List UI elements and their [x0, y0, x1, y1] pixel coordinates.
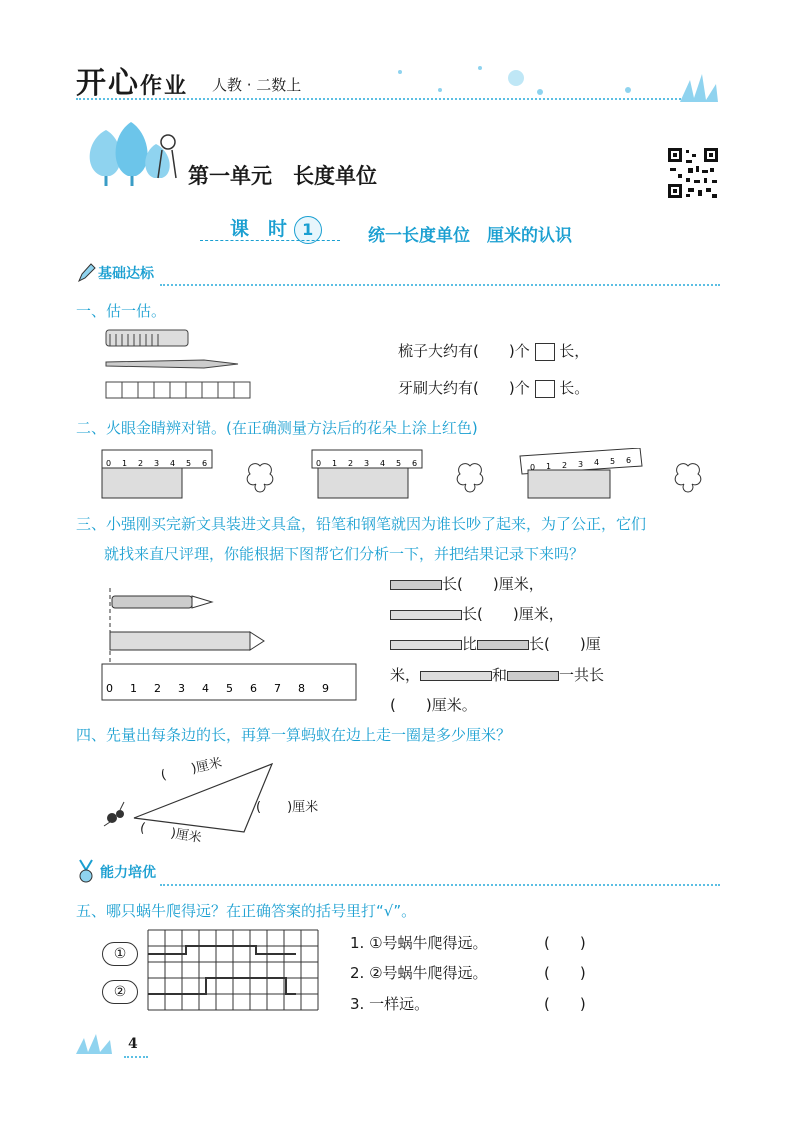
q5-option-1: 1. ①号蜗牛爬得远。: [350, 934, 488, 952]
q1-line-1: 梳子大约有( )个 长，: [398, 342, 590, 360]
svg-text:6: 6: [250, 682, 257, 695]
cube-icon: [535, 380, 555, 398]
medal-icon: [76, 858, 98, 884]
cube-icon: [535, 343, 555, 361]
lesson-badge: 课 时 1: [230, 214, 322, 244]
svg-text:1: 1: [130, 682, 137, 695]
pencil-icon: [76, 262, 96, 284]
q4-label-bottom: ( )厘米: [138, 820, 203, 847]
q3-answer-1: 长( )厘米，: [390, 573, 544, 594]
pen-icon: [390, 580, 442, 590]
svg-text:3: 3: [154, 459, 160, 468]
section-divider: [160, 284, 720, 286]
svg-text:4: 4: [202, 682, 209, 695]
q5-option-2: 2. ②号蜗牛爬得远。: [350, 964, 488, 982]
page-number: 4: [128, 1036, 138, 1052]
ruler-a: [102, 450, 212, 498]
q3-title-line1: 三、小强刚买完新文具装进文具盒，铅笔和钢笔就因为谁长吵了起来，为了公正，它们: [76, 515, 647, 533]
svg-text:6: 6: [202, 459, 208, 468]
triangle-ant-figure: [98, 760, 358, 850]
pencil-icon: [390, 610, 462, 620]
q3-answer-3: 比 长( )厘: [390, 633, 601, 654]
pen-icon: [477, 640, 529, 650]
section-basic: 基础达标: [98, 266, 154, 282]
svg-text:2: 2: [138, 459, 144, 468]
ruler-b: [312, 450, 422, 498]
svg-text:3: 3: [178, 682, 185, 695]
comb-toothbrush-blocks-figure: [104, 326, 264, 402]
svg-text:0: 0: [316, 459, 322, 468]
svg-text:2: 2: [348, 459, 354, 468]
svg-text:1: 1: [546, 462, 552, 471]
q2-rulers-figure: [100, 448, 720, 504]
q5-option-1-blank[interactable]: ( ): [544, 934, 586, 952]
q3-answer-4: 米， 和 一共长: [390, 666, 605, 684]
svg-text:1: 1: [122, 459, 128, 468]
svg-text:3: 3: [364, 459, 370, 468]
snail-2: ②: [102, 980, 138, 1004]
qr-code-icon[interactable]: [666, 146, 720, 200]
svg-text:5: 5: [610, 457, 616, 466]
section-advanced: 能力培优: [100, 865, 156, 881]
grass-decoration: [76, 1032, 126, 1056]
snail-grid-figure: [146, 928, 322, 1014]
svg-text:5: 5: [226, 682, 233, 695]
q3-title-line2: 就找来直尺评理，你能根据下图帮它们分析一下，并把结果记录下来吗？: [104, 545, 585, 563]
svg-text:5: 5: [396, 459, 402, 468]
pencil-icon: [390, 640, 462, 650]
svg-text:8: 8: [298, 682, 305, 695]
pencil-icon: [420, 671, 492, 681]
trees-giraffes-icon: [76, 120, 186, 190]
svg-text:0: 0: [530, 463, 536, 472]
q4-title: 四、先量出每条边的长，再算一算蚂蚁在边上走一圈是多少厘米？: [76, 726, 512, 744]
q3-answer-5: ( )厘米。: [390, 696, 477, 714]
q5-title: 五、哪只蜗牛爬得远？在正确答案的括号里打“√”。: [76, 902, 417, 920]
q1-title: 一、估一估。: [76, 302, 167, 320]
footer-dots: [124, 1056, 148, 1058]
svg-text:6: 6: [412, 459, 418, 468]
bubbles-decoration: [380, 60, 720, 106]
pen-icon: [507, 671, 559, 681]
svg-text:4: 4: [594, 458, 600, 467]
svg-text:4: 4: [170, 459, 176, 468]
snail-1: ①: [102, 942, 138, 966]
brand-title: 开心作业: [76, 66, 189, 101]
q2-title: 二、火眼金睛辨对错。(在正确测量方法后的花朵上涂上红色): [76, 419, 478, 437]
svg-text:4: 4: [380, 459, 386, 468]
q4-label-top: ( )厘米: [159, 755, 224, 784]
q4-label-right: ( )厘米: [256, 800, 319, 815]
lesson-number: 1: [294, 216, 322, 244]
svg-text:9: 9: [322, 682, 329, 695]
svg-text:6: 6: [626, 456, 632, 465]
ruler-c: [520, 448, 642, 498]
q1-line-2: 牙刷大约有( )个 长。: [398, 379, 590, 397]
q5-option-3: 3. 一样远。: [350, 995, 430, 1013]
section-divider: [160, 884, 720, 886]
svg-text:0: 0: [106, 459, 112, 468]
lesson-underline: [200, 240, 340, 241]
svg-text:5: 5: [186, 459, 192, 468]
svg-text:1: 1: [332, 459, 338, 468]
edition-label: 人教 · 二数上: [212, 76, 302, 94]
svg-text:2: 2: [154, 682, 161, 695]
svg-text:7: 7: [274, 682, 281, 695]
q5-option-3-blank[interactable]: ( ): [544, 995, 586, 1013]
svg-text:2: 2: [562, 461, 568, 470]
q3-answer-2: 长( )厘米，: [390, 603, 564, 624]
pen-pencil-ruler-figure: [100, 584, 360, 704]
svg-text:3: 3: [578, 460, 584, 469]
lesson-title: 统一长度单位 厘米的认识: [368, 226, 572, 246]
unit-title: 第一单元 长度单位: [188, 164, 377, 188]
svg-text:0: 0: [106, 682, 113, 695]
q5-option-2-blank[interactable]: ( ): [544, 964, 586, 982]
